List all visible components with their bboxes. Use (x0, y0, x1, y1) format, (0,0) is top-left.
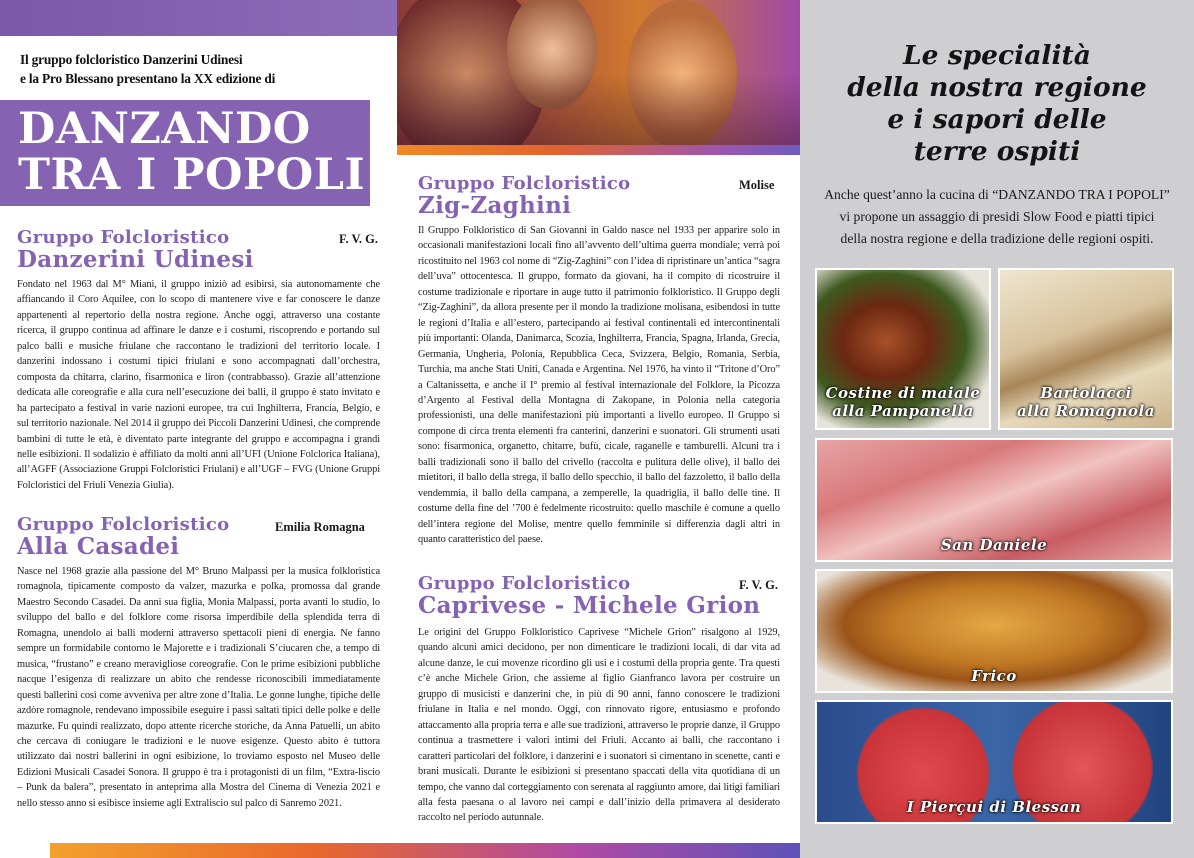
section-text: Nasce nel 1968 grazie alla passione del M° Bruno Malpassi per la musica folkloristica romagnola, tipicamente composto da valzer, mazurka e polka, promossa dal grande Maestro Secondo Casadei. Da anni sua figlia, Monia Malpassi, porta avanti lo studio, lo sviluppo del ballo e del folklore come risorsa imperdibile della splendida terra di Romagna, unendolo ai balli moderni attraverso spettacoli pieni di energia. Ne fanno sempre un formidabile contorno le Majorette e i tradizionali S’ciucaren che, a tempo di musica, “frustano” e creano meravigliose coreografie. Con le prime esibizioni pubbliche nacque l’esigenza di realizzare un abito che rendesse riconoscibili immediatamente questi ballerini così come avveniva per altre zone d’Italia. Le gonne lunghe, tipiche delle azdòre romagnole, rendevano impossibile eseguire i passi saltati tipici delle polke e delle mazurke. Fu quindi realizzato, dopo attente ricerche storiche, da Anna Patuelli, un abito che cercava di coniugare le tradizioni e le nuove esigenze. Questo abito è tuttora utilizzato dai nostri ballerini in ogni esibizione, lo troviamo esposto nel Museo delle Edizioni Musicali Casadei Sonora. Il gruppo è tra i protagonisti di un film, “Extra-liscio – Punk da balera”, presentato in anteprima alla Mostra del Cinema di Venezia 2021 e nello stesso anno si esibisce insieme agli Extraliscio sul palco di Sanremo 2021. (17, 566, 380, 809)
bottom-gradient-stripe (50, 843, 800, 858)
specialties-title (800, 40, 1194, 168)
gradient-stripe (397, 145, 800, 155)
food-caption (817, 667, 1171, 685)
dancers-photo (397, 0, 800, 145)
specialties-title-line-2: della nostra regione (847, 72, 1147, 103)
section-name: Alla Casadei (17, 533, 180, 560)
food-caption-line-2: alla Romagnola (1017, 402, 1155, 420)
section-label: Gruppo Folcloristico (418, 573, 631, 594)
food-caption (817, 798, 1171, 816)
section-name: Danzerini Udinesi (17, 246, 254, 273)
food-caption-line-1: Frico (971, 667, 1017, 685)
section-heading (17, 228, 254, 272)
food-caption-line-1: I Pierçui di Blessan (906, 798, 1082, 816)
event-title (18, 106, 365, 198)
top-color-bar (0, 0, 397, 36)
section-heading (418, 174, 630, 218)
section-label: Gruppo Folcloristico (418, 173, 631, 194)
food-photo-costine (815, 268, 991, 430)
food-caption (817, 536, 1171, 554)
section-text: Il Gruppo Folkloristico di San Giovanni in Galdo nasce nel 1933 per apparire solo in occasionali manifestazioni locali fino all’avvento dell’ultima guerra mondiale; verrà poi ricostituito nel 1963 col nome di “Zig-Zaghini” con l’idea di ripristinare un’antica “sagra dell’uva” ottocentesca. Il gruppo, formato da giovani, ha il compito di ricostruire il costume tradizionale e riportare in auge tutto il patrimonio folkloristico. Il Gruppo degli “Zig-Zaghini”, da allora presente per il mondo la tradizione molisana, esibendosi in tutte le regioni d’Italia e all’estero, partecipando ai festival continentali ed intercontinentali più importanti: Olanda, Danimarca, Scozia, Inghilterra, Francia, Spagna, Irlanda, Grecia, Germania, Ungheria, Polonia, Repubblica Ceca, Svizzera, Belgio, Romania, Serbia, Turchia, ma anche Stati Uniti, Canada e Argentina. Nel 1976, ha vinto il “Tritone d’Oro” a Caltanissetta, e anche il I° premio al festival internazionale del Folklore, la Picozza d’Argento al Festival della Montagna di Zakopane, in Polonia nella categoria professionisti, una delle manifestazioni più importanti a livello europeo. Il Gruppo si compone di circa trenta elementi fra canterini, danzerini e suonatori. Gli strumenti usati sono: fisarmonica, organetto, chitarre, bufù, cicale, raganelle e tamburelli. Alcuni tra i balli tradizionali sono il ballo del crivello (raccolta e pulitura delle olive), il ballo dei mietitori, il ballo della strega, il ballo dello specchio, il ballo del fazzoletto, il ballo della vendemmia, il ballo della campana, a zemperelle, la quadriglia, il ballo delle tine. Il costume della fine del ’700 è fedelmente ricostruito: quello maschile è comune a quello dell’intera regione del Molise, mentre quello femminile si differenzia dagli altri in quanto caratteristico del paese. (418, 225, 780, 546)
food-caption (817, 384, 989, 420)
section-label: Gruppo Folcloristico (17, 514, 230, 535)
food-photo-san-daniele (815, 438, 1173, 562)
intro-line-2: e la Pro Blessano presentano la XX edizione di (20, 71, 276, 86)
section-region: F. V. G. (739, 578, 779, 592)
section-text: Le origini del Gruppo Folkloristico Caprivese “Michele Grion” risalgono al 1929, quando alcuni amici decidono, per non dimenticare le tradizioni locali, di dar vita ad alcune danze, le cui movenze ricordino gli usi e i costumi della propria gente. Tra questi c’è anche Michele Grion, che assieme al figlio Gianfranco lavora per costruire un gruppo di musicisti e danzerini che, in più di 90 anni, fanno conoscere le tradizioni friulane in Italia e nel mondo. Oggi, con rinnovato rigore, entusiasmo e profondo attaccamento alla propria terra e alle sue tradizioni, attraverso le proprie danze, il Gruppo continua a trasmettere i valori intimi del Friuli. Accanto ai balli, che raccontano i caratteri particolari del folklore, i danzerini e i suonatori si cimentano in scenette, canti e brani musicali. Durante le esibizioni si presentano spaccati della vita quotidiana di un tempo, che vanno dal corteggiamento con serenata al raggiunto amore, dai litigi familiari alla festa paesana o al lavoro nei campi e dall’inizio della primavera al desiderato raccolto nel periodo autunnale. (418, 627, 780, 824)
food-caption-line-1: San Daniele (940, 536, 1048, 554)
section-text: Fondato nel 1963 dal M° Miani, il gruppo iniziò ad esibirsi, sia autonomamente che affiancando il Coro Aquilee, con lo scopo di mantenere vive e far conoscere le danze appartenenti al repertorio della nostra regione. Anche oggi, attraverso una costante ricerca, il gruppo continua ad affinare le danze e i costumi, riscoprendo e portando sul palco balli e musiche friulane che raccontano le tradizioni del territorio locale. I danzerini indossano i costumi tipici friulani e sono accompagnati dall’orchestra, composta da chitarra, clarino, fisarmonica e liron (contrabbasso). Grazie all’attenzione dedicata alle coreografie e alla cura nell’esecuzione dei balli, il gruppo è stato invitato e ha partecipato a festival in varie nazioni europee, tra cui Inghilterra, Francia, Belgio, e sul territorio nazionale. Nel 2014 il gruppo dei Piccoli Danzerini Udinesi, che comprende bambini di tutte le età, è diventato parte integrante del gruppo e accompagna i grandi nelle esibizioni. Il sodalizio è affiliato da molti anni all’UFI (Unione Folclorica Italiana), all’AGFF (Associazione Gruppi Folcloristici Friulani) e all’UGF – FVG (Unione Gruppi Folcloristici del Friuli Venezia Giulia). (17, 279, 380, 491)
section-heading (17, 515, 229, 559)
specialties-title-line-1: Le specialità (903, 40, 1091, 71)
section-region: F. V. G. (339, 232, 379, 246)
section-region: Molise (739, 178, 775, 192)
specialties-subtitle (812, 184, 1182, 250)
section-name: Zig-Zaghini (418, 192, 572, 219)
section-region: Emilia Romagna (275, 520, 365, 534)
event-title-line-2: TRA I POPOLI (18, 150, 366, 200)
food-caption-line-1: Bartolacci (1040, 384, 1132, 402)
food-caption (1000, 384, 1172, 420)
food-photo-piercui (815, 700, 1173, 824)
section-name: Caprivese - Michele Grion (418, 592, 761, 619)
specialties-title-line-3: e i sapori delle (887, 104, 1107, 135)
food-caption-line-1: Costine di maiale (825, 384, 981, 402)
food-photo-frico (815, 569, 1173, 693)
section-heading (418, 574, 760, 618)
event-title-line-1: DANZANDO (18, 104, 311, 154)
specialties-subtitle-line-1: Anche quest’anno la cucina di “DANZANDO TRA I POPOLI” (824, 187, 1170, 202)
specialties-title-line-4: terre ospiti (913, 136, 1081, 167)
intro-text (20, 50, 390, 88)
specialties-subtitle-line-3: della nostra regione e della tradizione delle regioni ospiti. (840, 231, 1154, 246)
food-photo-bartolacci (998, 268, 1174, 430)
specialties-subtitle-line-2: vi propone un assaggio di presidi Slow Food e piatti tipici (839, 209, 1155, 224)
event-title-box (0, 100, 370, 206)
intro-line-1: Il gruppo folcloristico Danzerini Udinesi (20, 52, 243, 67)
food-caption-line-2: alla Pampanella (832, 402, 974, 420)
section-label: Gruppo Folcloristico (17, 227, 230, 248)
